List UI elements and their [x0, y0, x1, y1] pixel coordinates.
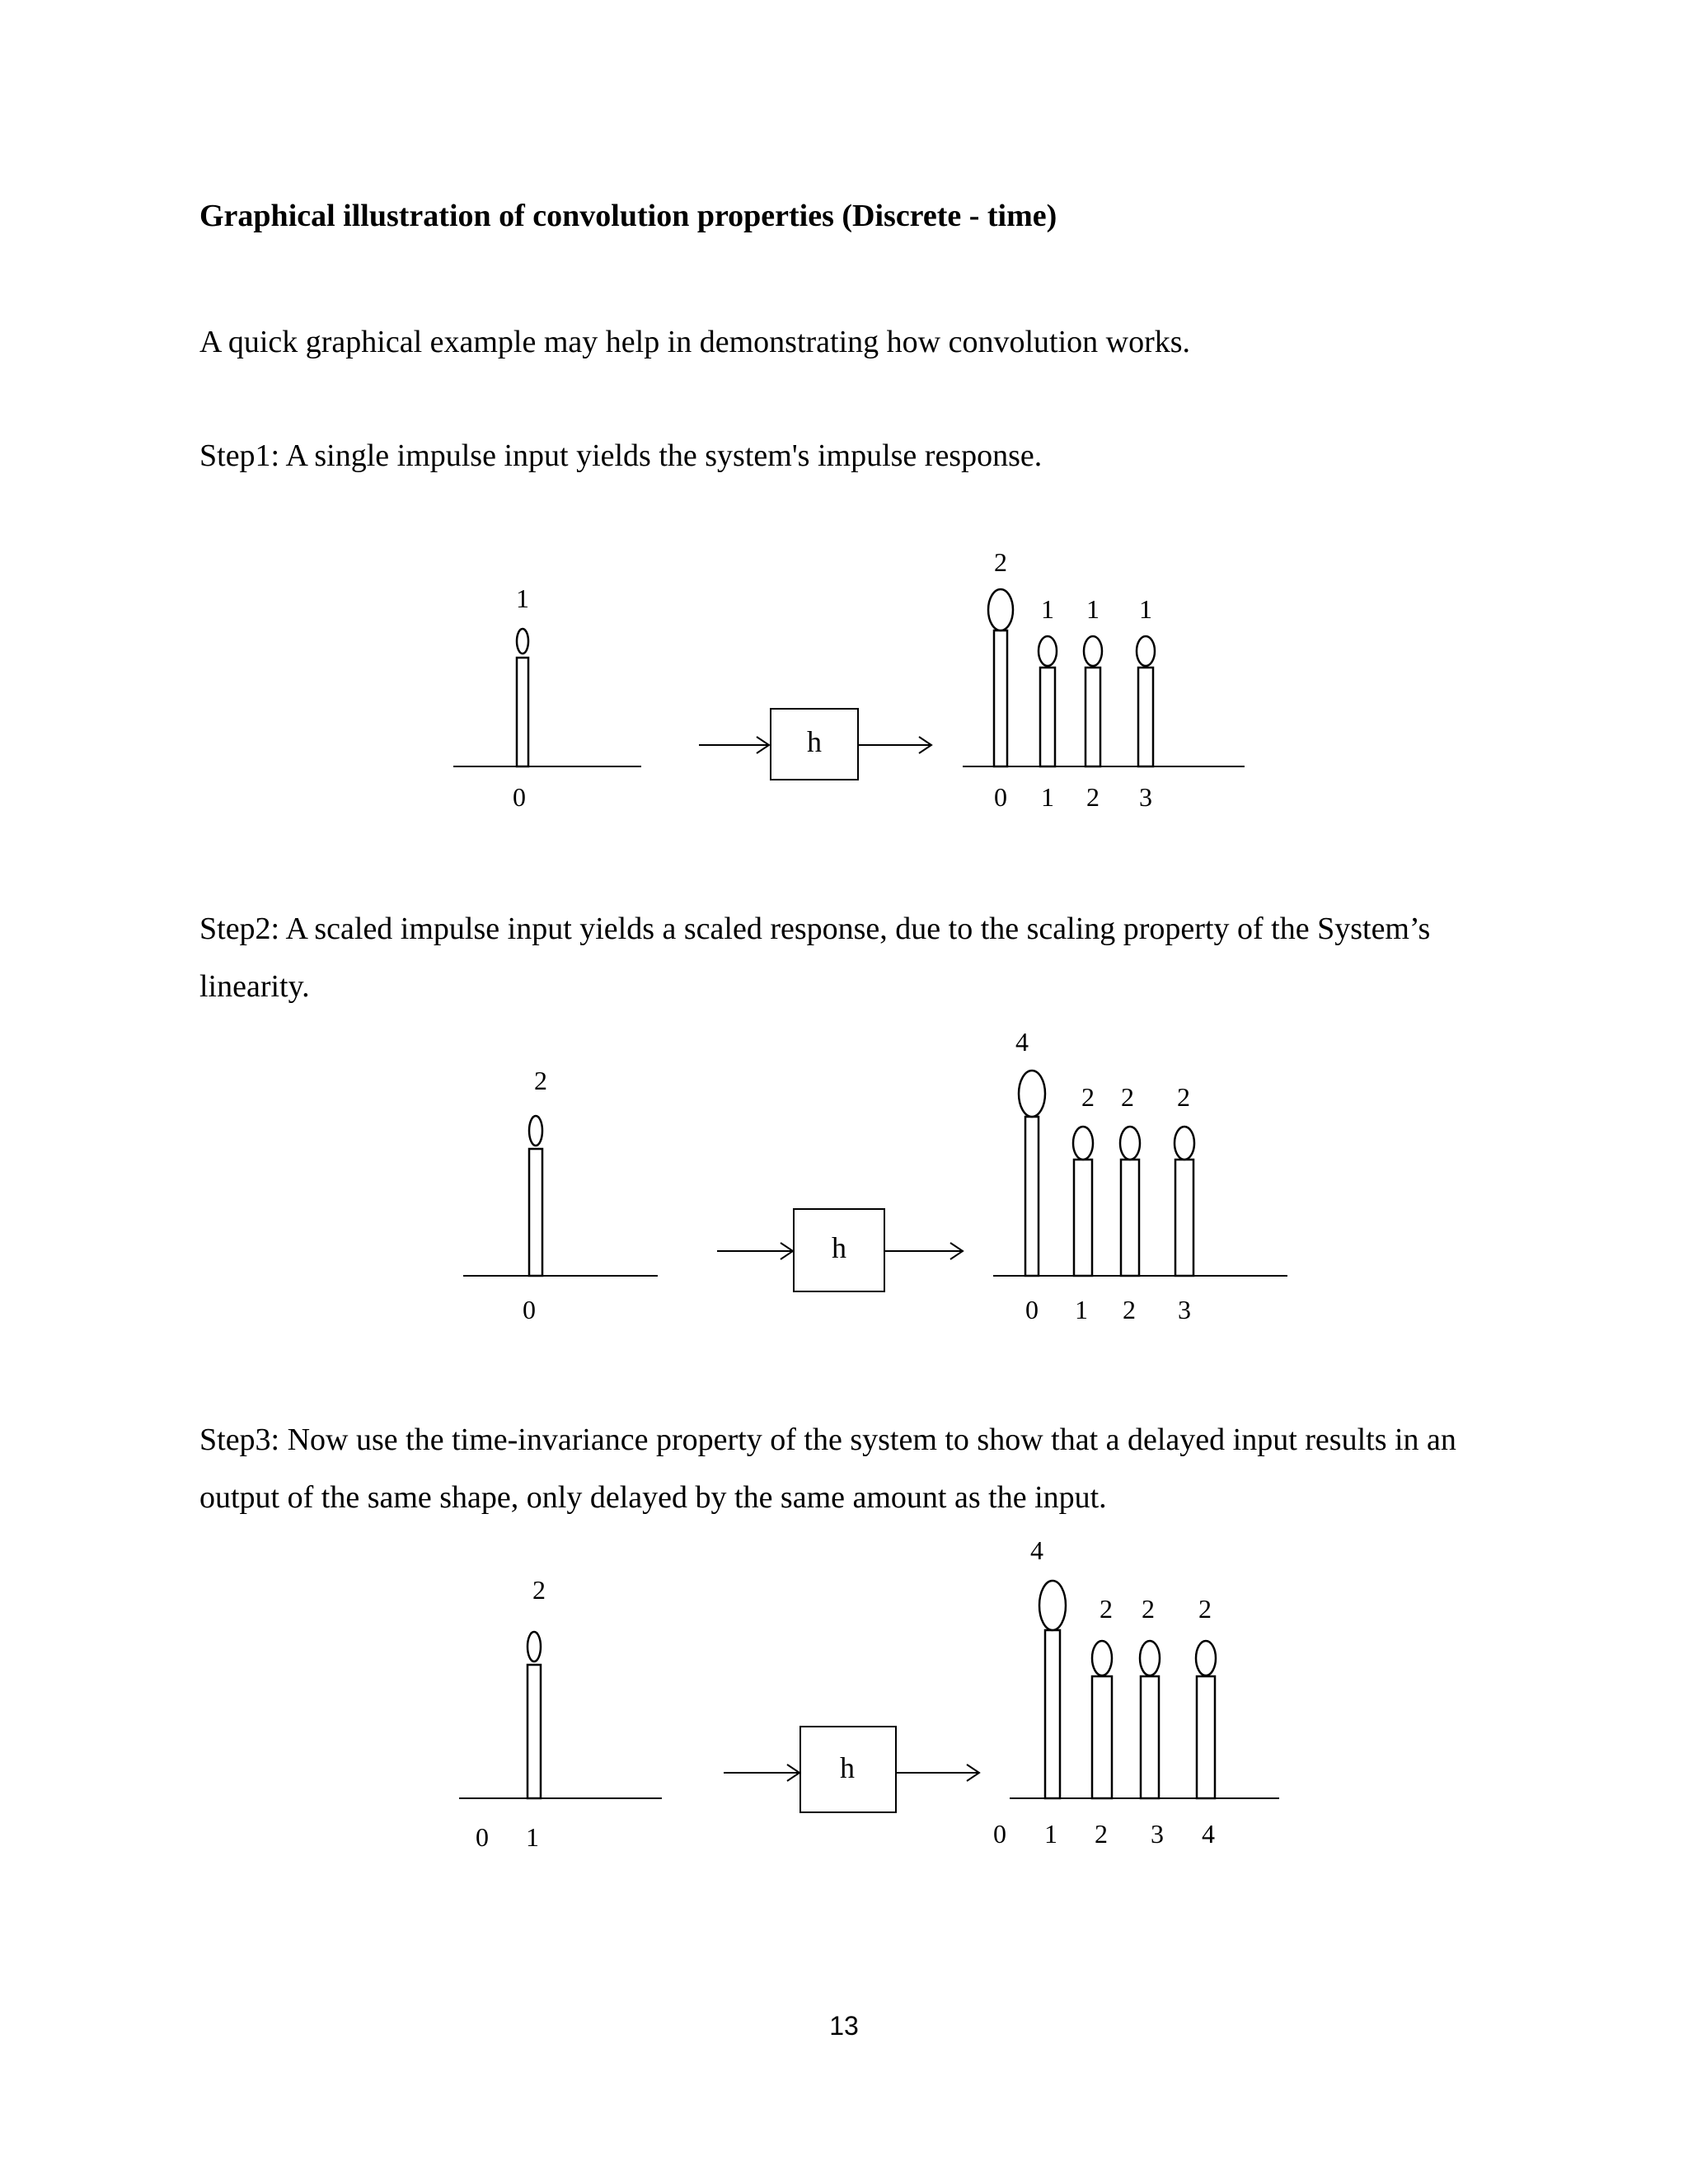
output-head — [1084, 636, 1102, 666]
tick-label: 3 — [1139, 782, 1152, 812]
page-heading: Graphical illustration of convolution properties (Discrete - time) — [199, 199, 1057, 233]
step3-output-signal — [993, 1535, 1279, 1849]
output-value-label: 2 — [994, 547, 1007, 577]
output-head — [1196, 1641, 1216, 1675]
step1-output-signal — [963, 547, 1245, 812]
impulse-stem — [529, 1149, 542, 1276]
step2-figure — [463, 1027, 1287, 1324]
output-value-label: 1 — [1086, 594, 1100, 624]
output-stem — [1040, 668, 1055, 766]
output-value-label: 1 — [1041, 594, 1054, 624]
output-stem — [1197, 1676, 1215, 1798]
system-label: h — [840, 1751, 855, 1784]
tick-label: 2 — [1095, 1819, 1108, 1849]
output-head — [1039, 636, 1057, 666]
output-head — [1039, 1581, 1066, 1630]
step2-text: Step2: A scaled impulse input yields a scaled response, due to the scaling property of the System’s linearity. — [199, 912, 1431, 1004]
impulse-head — [517, 629, 528, 654]
impulse-stem — [517, 658, 528, 766]
step1-text: Step1: A single impulse input yields the system's impulse response. — [199, 438, 1043, 473]
output-head — [1137, 636, 1155, 666]
impulse-value-label: 2 — [534, 1066, 547, 1095]
output-stem — [1121, 1160, 1139, 1276]
tick-label: 0 — [513, 782, 526, 812]
output-stem — [1045, 1630, 1060, 1798]
tick-label: 2 — [1123, 1295, 1136, 1324]
output-head — [1092, 1641, 1112, 1675]
tick-label: 1 — [1044, 1819, 1057, 1849]
step1-system-block — [699, 709, 931, 780]
tick-label: 0 — [993, 1819, 1006, 1849]
intro-paragraph: A quick graphical example may help in demonstrating how convolution works. — [199, 325, 1191, 359]
tick-label: 0 — [476, 1822, 489, 1852]
output-head — [1019, 1071, 1045, 1117]
tick-label: 1 — [1075, 1295, 1088, 1324]
tick-label: 3 — [1151, 1819, 1164, 1849]
tick-label: 4 — [1202, 1819, 1215, 1849]
tick-label: 0 — [523, 1295, 536, 1324]
output-stem — [1138, 668, 1153, 766]
tick-label: 3 — [1178, 1295, 1191, 1324]
tick-label: 0 — [994, 782, 1007, 812]
system-label: h — [832, 1231, 846, 1264]
impulse-head — [529, 1116, 542, 1146]
step2-system-block — [717, 1209, 963, 1291]
step2-output-signal — [993, 1027, 1287, 1324]
step3-input-signal — [459, 1575, 662, 1852]
output-stem — [1175, 1160, 1193, 1276]
output-head — [1073, 1127, 1093, 1160]
output-value-label: 2 — [1177, 1082, 1190, 1112]
output-stem — [1092, 1676, 1112, 1798]
step3-text: Step3: Now use the time-invariance property of the system to show that a delayed input results in an output of the same shape, only delayed by the same amount as the input. — [199, 1422, 1456, 1515]
step1-figure — [453, 547, 1245, 812]
tick-label: 0 — [1025, 1295, 1039, 1324]
page-number: 13 — [829, 2011, 859, 2041]
tick-label: 1 — [526, 1822, 539, 1852]
output-head — [1175, 1127, 1194, 1160]
output-stem — [994, 630, 1007, 766]
step3-figure — [459, 1535, 1279, 1852]
impulse-stem — [528, 1665, 541, 1798]
step3-system-block — [724, 1727, 979, 1812]
system-label: h — [807, 725, 822, 758]
impulse-head — [528, 1632, 541, 1661]
output-value-label: 2 — [1081, 1082, 1095, 1112]
output-value-label: 2 — [1198, 1594, 1212, 1624]
output-value-label: 1 — [1139, 594, 1152, 624]
output-value-label: 2 — [1121, 1082, 1134, 1112]
output-stem — [1074, 1160, 1092, 1276]
output-value-label: 2 — [1142, 1594, 1155, 1624]
step2-input-signal — [463, 1066, 658, 1324]
tick-label: 1 — [1041, 782, 1054, 812]
output-value-label: 4 — [1030, 1535, 1043, 1565]
output-stem — [1025, 1117, 1039, 1276]
output-value-label: 4 — [1015, 1027, 1029, 1057]
output-head — [988, 589, 1013, 630]
output-stem — [1141, 1676, 1159, 1798]
output-value-label: 2 — [1100, 1594, 1113, 1624]
impulse-value-label: 1 — [516, 583, 529, 613]
tick-label: 2 — [1086, 782, 1100, 812]
output-head — [1140, 1641, 1160, 1675]
output-stem — [1085, 668, 1100, 766]
output-head — [1120, 1127, 1140, 1160]
impulse-value-label: 2 — [532, 1575, 546, 1605]
step1-input-signal — [453, 583, 641, 812]
